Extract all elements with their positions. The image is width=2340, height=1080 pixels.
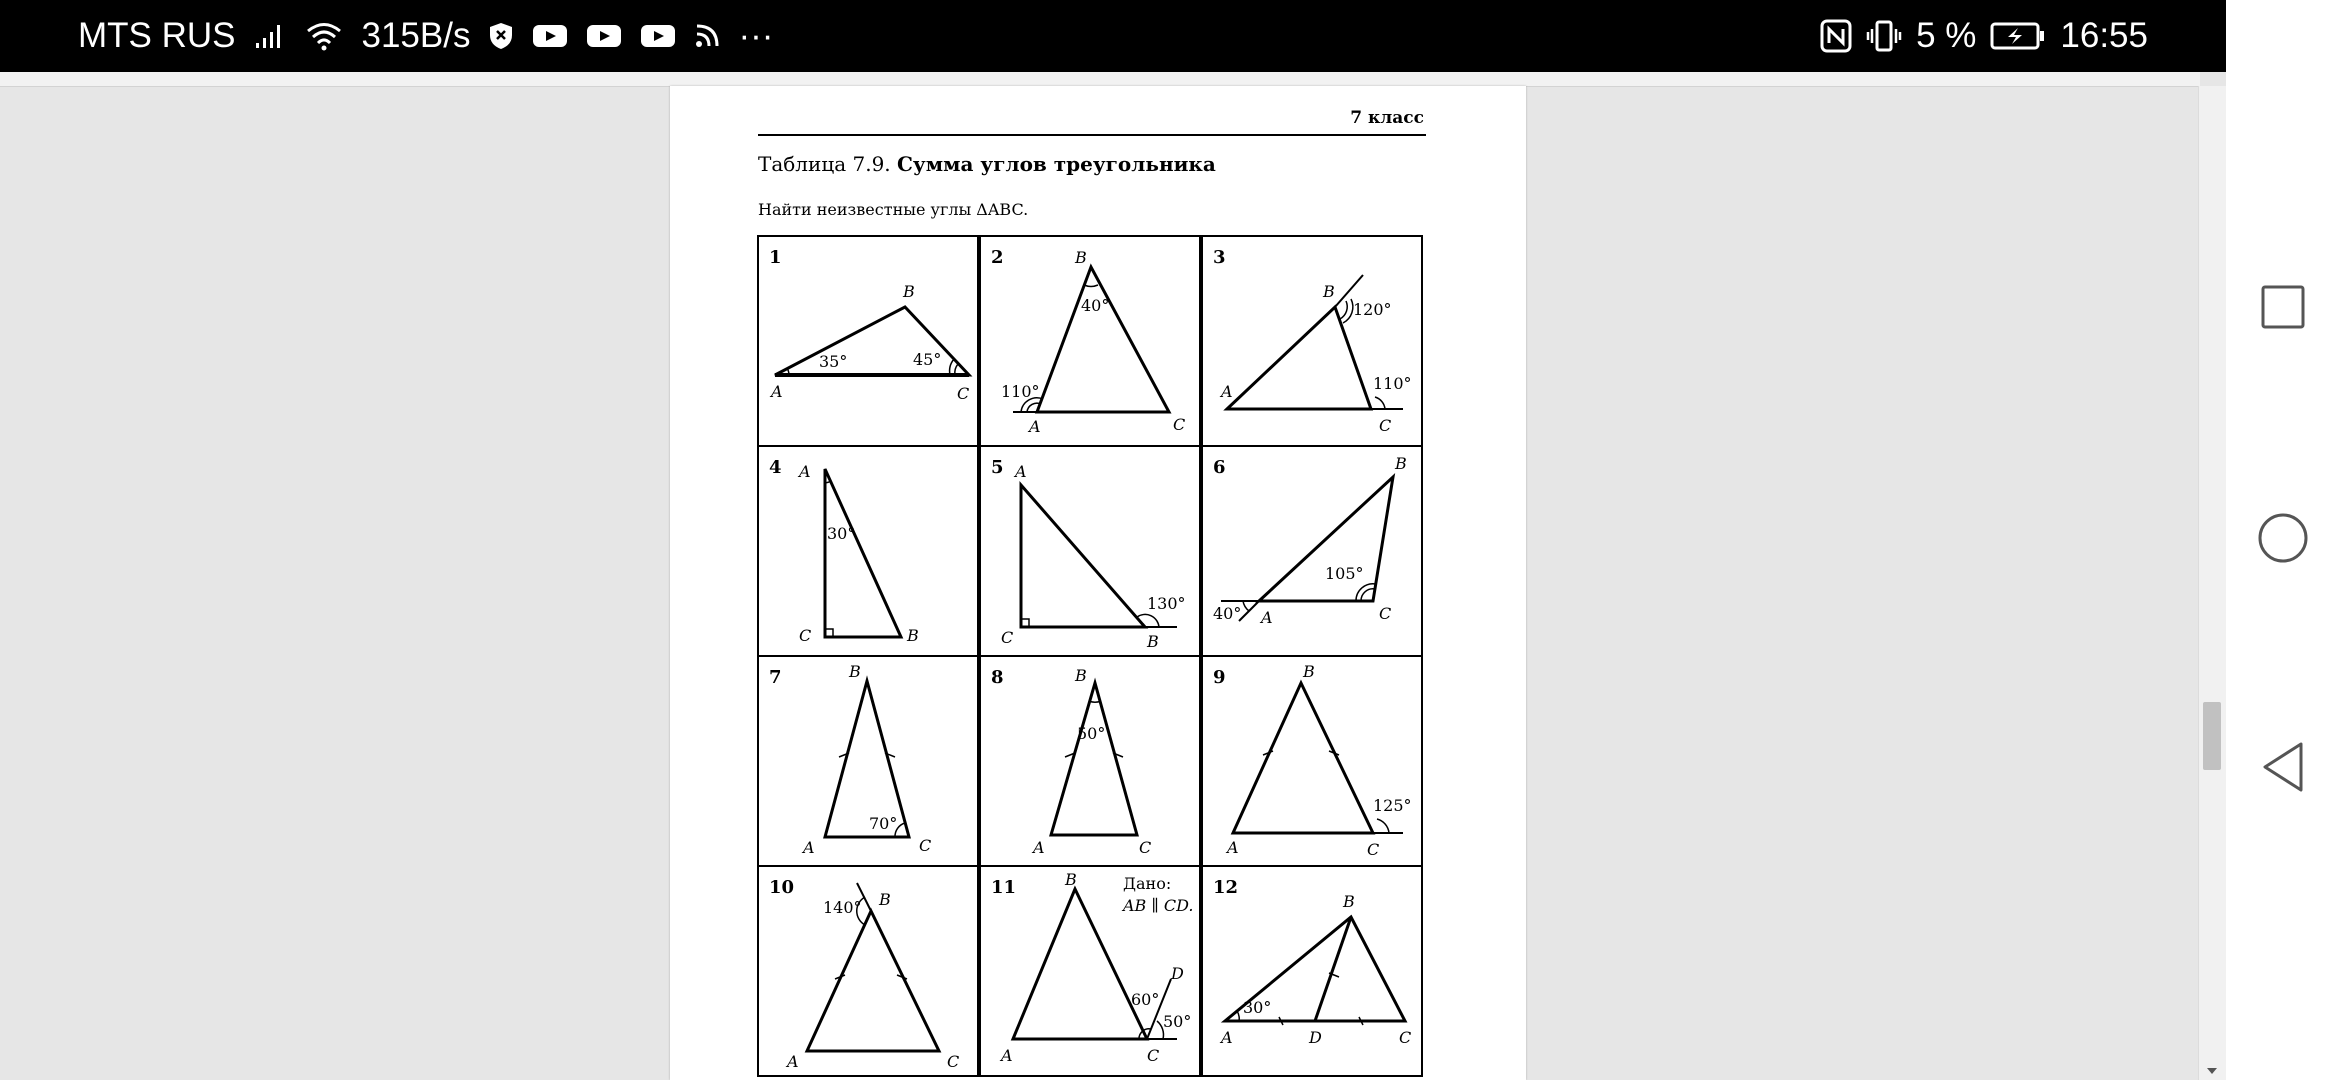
problem-number: 10: [769, 877, 795, 898]
triangle-figure: [1203, 867, 1425, 1079]
vertex-label-b: B: [907, 626, 919, 645]
youtube-icon: [532, 23, 568, 49]
problem-number: 12: [1213, 877, 1239, 898]
grade-header: 7 класс: [1350, 108, 1424, 128]
table-title: [758, 152, 1216, 176]
angle-label: 70°: [869, 814, 898, 833]
triangle-figure: [981, 657, 1203, 869]
header-rule: [758, 134, 1426, 136]
vertex-label-d: D: [1309, 1028, 1322, 1047]
shield-icon: [488, 21, 514, 51]
vertex-label-a: A: [787, 1052, 799, 1071]
angle-label: 35°: [819, 352, 848, 371]
viewer-toolbar-edge: [0, 72, 2200, 87]
vertex-label-a: A: [1001, 1046, 1013, 1065]
problem-cell-9: [1201, 655, 1423, 867]
given-label: Дано:: [1123, 874, 1172, 893]
angle-label: 120°: [1353, 300, 1392, 319]
triangle-figure: [1203, 657, 1425, 869]
vertex-label-a: A: [771, 382, 783, 401]
vertex-label-b: B: [1065, 870, 1077, 889]
rss-icon: [694, 23, 720, 49]
problem-cell-3: [1201, 235, 1423, 447]
vertex-label-c: C: [1399, 1028, 1412, 1047]
vertex-label-a: A: [1015, 462, 1027, 481]
angle-label: 40°: [1213, 604, 1242, 623]
vertical-scrollbar[interactable]: [2198, 86, 2227, 1080]
problem-number: 5: [991, 457, 1004, 478]
problem-cell-8: [979, 655, 1201, 867]
angle-label: 110°: [1373, 374, 1412, 393]
back-button[interactable]: [2226, 712, 2340, 826]
document-page: [670, 86, 1526, 1080]
vertex-label-b: B: [1303, 662, 1315, 681]
youtube-icon: [640, 23, 676, 49]
problem-number: 7: [769, 667, 782, 688]
problem-cell-7: [757, 655, 979, 867]
table-number: Таблица 7.9.: [758, 152, 891, 176]
triangle-figure: [981, 867, 1203, 1079]
vertex-label-a: A: [1029, 417, 1041, 436]
vertex-label-a: A: [1227, 838, 1239, 857]
wifi-icon: [304, 21, 344, 51]
problem-cell-2: [979, 235, 1201, 447]
vertex-label-c: C: [1001, 628, 1014, 647]
vertex-label-c: C: [947, 1052, 960, 1071]
triangle-figure: [981, 237, 1203, 449]
angle-label: 50°: [1077, 724, 1106, 743]
circle-icon: [2257, 512, 2309, 568]
angle-label: 40°: [1081, 296, 1110, 315]
angle-label: 50°: [1163, 1012, 1192, 1031]
problem-cell-5: [979, 445, 1201, 657]
home-button[interactable]: [2226, 483, 2340, 597]
angle-label: 140°: [823, 898, 862, 917]
angle-label: 110°: [1001, 382, 1040, 401]
net-speed: 315B/s: [361, 16, 471, 55]
problems-grid: [757, 235, 1425, 1080]
vertex-label-c: C: [1367, 840, 1380, 859]
triangle-back-icon: [2259, 740, 2307, 798]
problem-number: 1: [769, 247, 782, 268]
problem-number: 11: [991, 877, 1017, 898]
vertex-label-a: A: [1221, 382, 1233, 401]
scrollbar-thumb[interactable]: [2203, 702, 2221, 770]
square-icon: [2260, 284, 2306, 334]
clock: 16:55: [2060, 16, 2148, 55]
problem-number: 9: [1213, 667, 1226, 688]
battery-charging-icon: [1990, 21, 2046, 51]
vertex-label-a: A: [803, 838, 815, 857]
vertex-label-c: C: [1379, 416, 1392, 435]
scroll-down-arrow-icon[interactable]: [2203, 1064, 2221, 1078]
table-heading: Сумма углов треугольника: [897, 152, 1216, 176]
angle-label: 60°: [1131, 990, 1160, 1009]
vertex-label-c: C: [1173, 415, 1186, 434]
triangle-figure: [981, 447, 1203, 659]
problem-cell-6: [1201, 445, 1423, 657]
problem-number: 3: [1213, 247, 1226, 268]
vertex-label-a: A: [1261, 608, 1273, 627]
vibrate-icon: [1866, 19, 1902, 53]
triangle-figure: [759, 657, 981, 869]
vertex-label-b: B: [1343, 892, 1355, 911]
vertex-label-b: B: [1147, 632, 1159, 651]
vertex-label-c: C: [919, 836, 932, 855]
triangle-figure: [759, 447, 981, 659]
angle-label: 45°: [913, 350, 942, 369]
angle-label: 30°: [1243, 998, 1272, 1017]
vertex-label-b: B: [1395, 454, 1407, 473]
triangle-figure: [759, 237, 981, 449]
problem-cell-11: [979, 865, 1201, 1077]
recent-apps-button[interactable]: [2226, 252, 2340, 366]
carrier-name: MTS RUS: [78, 16, 236, 55]
vertex-label-c: C: [1147, 1046, 1160, 1065]
problem-cell-4: [757, 445, 979, 657]
problem-cell-10: [757, 865, 979, 1077]
vertex-label-a: A: [1221, 1028, 1233, 1047]
vertex-label-b: B: [879, 890, 891, 909]
youtube-icon: [586, 23, 622, 49]
vertex-label-b: B: [1075, 666, 1087, 685]
vertex-label-c: C: [1379, 604, 1392, 623]
task-text: Найти неизвестные углы ΔABC.: [758, 200, 1029, 219]
given-statement: AB ∥ CD.: [1123, 896, 1194, 915]
triangle-figure: [1203, 237, 1425, 449]
angle-label: 30°: [827, 524, 856, 543]
nfc-icon: [1820, 19, 1852, 53]
vertex-label-a: A: [799, 462, 811, 481]
triangle-figure: [759, 867, 981, 1079]
signal-icon: [254, 23, 286, 49]
problem-number: 6: [1213, 457, 1226, 478]
problem-cell-1: [757, 235, 979, 447]
vertex-label-b: B: [903, 282, 915, 301]
vertex-label-c: C: [799, 626, 812, 645]
angle-label: 105°: [1325, 564, 1364, 583]
more-notifications-icon: ···: [738, 16, 774, 55]
vertex-label-c: C: [1139, 838, 1152, 857]
vertex-label-a: A: [1033, 838, 1045, 857]
battery-percent: 5 %: [1916, 16, 1977, 55]
status-bar: [0, 0, 2226, 72]
vertex-label-d: D: [1171, 964, 1184, 983]
vertex-label-b: B: [1323, 282, 1335, 301]
angle-label: 130°: [1147, 594, 1186, 613]
problem-cell-12: [1201, 865, 1423, 1077]
vertex-label-b: B: [849, 662, 861, 681]
vertex-label-c: C: [957, 384, 970, 403]
navigation-bar: [2226, 0, 2340, 1080]
triangle-figure: [1203, 447, 1425, 659]
angle-label: 125°: [1373, 796, 1412, 815]
problem-number: 4: [769, 457, 782, 478]
problem-number: 2: [991, 247, 1004, 268]
vertex-label-b: B: [1075, 248, 1087, 267]
problem-number: 8: [991, 667, 1004, 688]
